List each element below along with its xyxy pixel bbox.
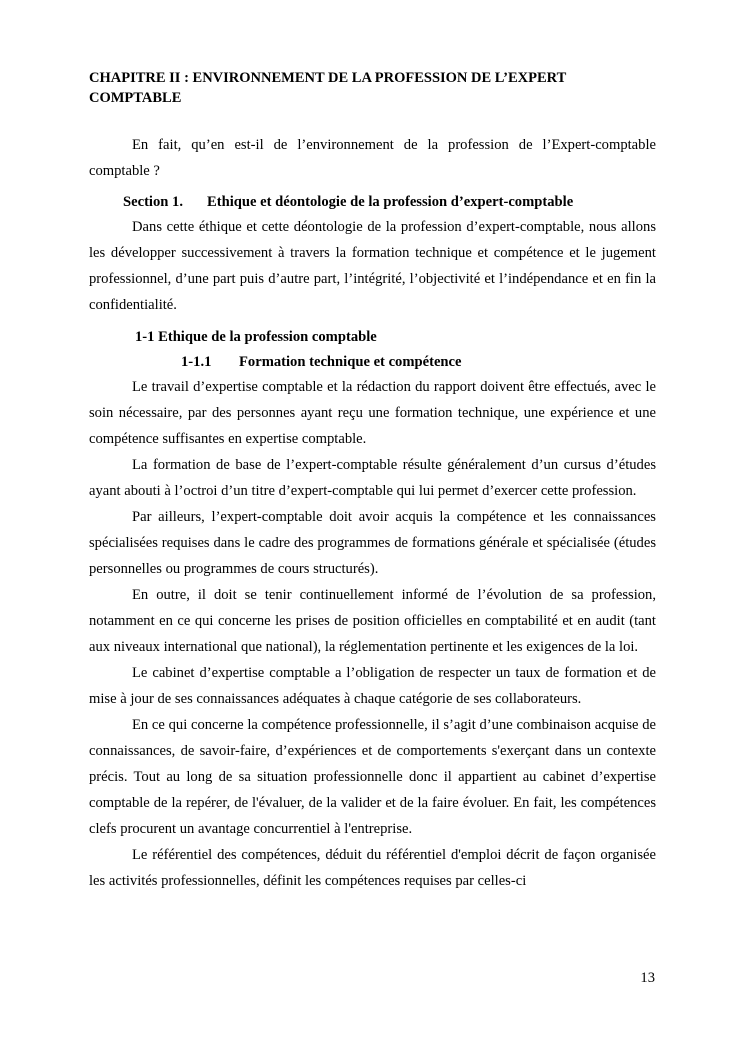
subsubsection-heading (89, 350, 656, 374)
section-heading (89, 190, 656, 214)
section-intro-paragraph: Dans cette éthique et cette déontologie de la profession d’expert-comptable, nous allons les développer successivement à travers la formation technique et compétence et le jugement professionnel, d’une part puis d’autre part, l’intégrité, l’objectivité et l’indépendance et en fin la confidentialité. (89, 219, 656, 313)
section-title: Ethique et déontologie de la profession d’expert-comptable (207, 194, 574, 210)
subsection-heading: 1-1 Ethique de la profession comptable (135, 329, 377, 345)
body-paragraph: En outre, il doit se tenir continuellement informé de l’évolution de sa profession, notamment en ce qui concerne les prises de position officielles en comptabilité et en audit (tant aux niveaux international que national), la réglementation pertinente et les exigences de la loi. (89, 587, 656, 655)
intro-paragraph: En fait, qu’en est-il de l’environnement de la profession de l’Expert-comptable comptable ? (89, 137, 656, 179)
body-paragraph: Le travail d’expertise comptable et la rédaction du rapport doivent être effectués, avec le soin nécessaire, par des personnes ayant reçu une formation technique, une expérience et une compétence suffisantes en expertise comptable. (89, 379, 656, 447)
subsubsection-number: 1-1.1 (181, 354, 212, 370)
chapter-title: CHAPITRE II : ENVIRONNEMENT DE LA PROFESSION DE L’EXPERT COMPTABLE (89, 70, 567, 106)
body-paragraph: Par ailleurs, l’expert-comptable doit avoir acquis la compétence et les connaissances spécialisées requises dans le cadre des programmes de formations générale et spécialisée (études personnelles ou programmes de cours structurés). (89, 509, 656, 577)
body-paragraph: Le cabinet d’expertise comptable a l’obligation de respecter un taux de formation et de mise à jour de ses connaissances adéquates à chaque catégorie de ses collaborateurs. (89, 665, 656, 707)
subsubsection-title: Formation technique et compétence (239, 354, 462, 370)
document-page (89, 68, 656, 894)
body-paragraph: En ce qui concerne la compétence professionnelle, il s’agit d’une combinaison acquise de connaissances, de savoir-faire, d’expériences et de comportements s'exerçant dans un contexte précis. Tout au long de sa situation professionnelle donc il appartient au cabinet d’expertise comptable de la repérer, de l'évaluer, de la valider et de la faire évoluer. En fait, les compétences clefs procurent un avantage concurrentiel à l'entreprise. (89, 717, 656, 837)
body-paragraph: Le référentiel des compétences, déduit du référentiel d'emploi décrit de façon organisée les activités professionnelles, définit les compétences requises par celles-ci (89, 847, 656, 889)
body-paragraph: La formation de base de l’expert-comptable résulte généralement d’un cursus d’études ayant abouti à l’octroi d’un titre d’expert-comptable qui lui permet d’exercer cette profession. (89, 457, 656, 499)
section-number: Section 1. (123, 194, 183, 210)
page-number: 13 (640, 970, 655, 986)
